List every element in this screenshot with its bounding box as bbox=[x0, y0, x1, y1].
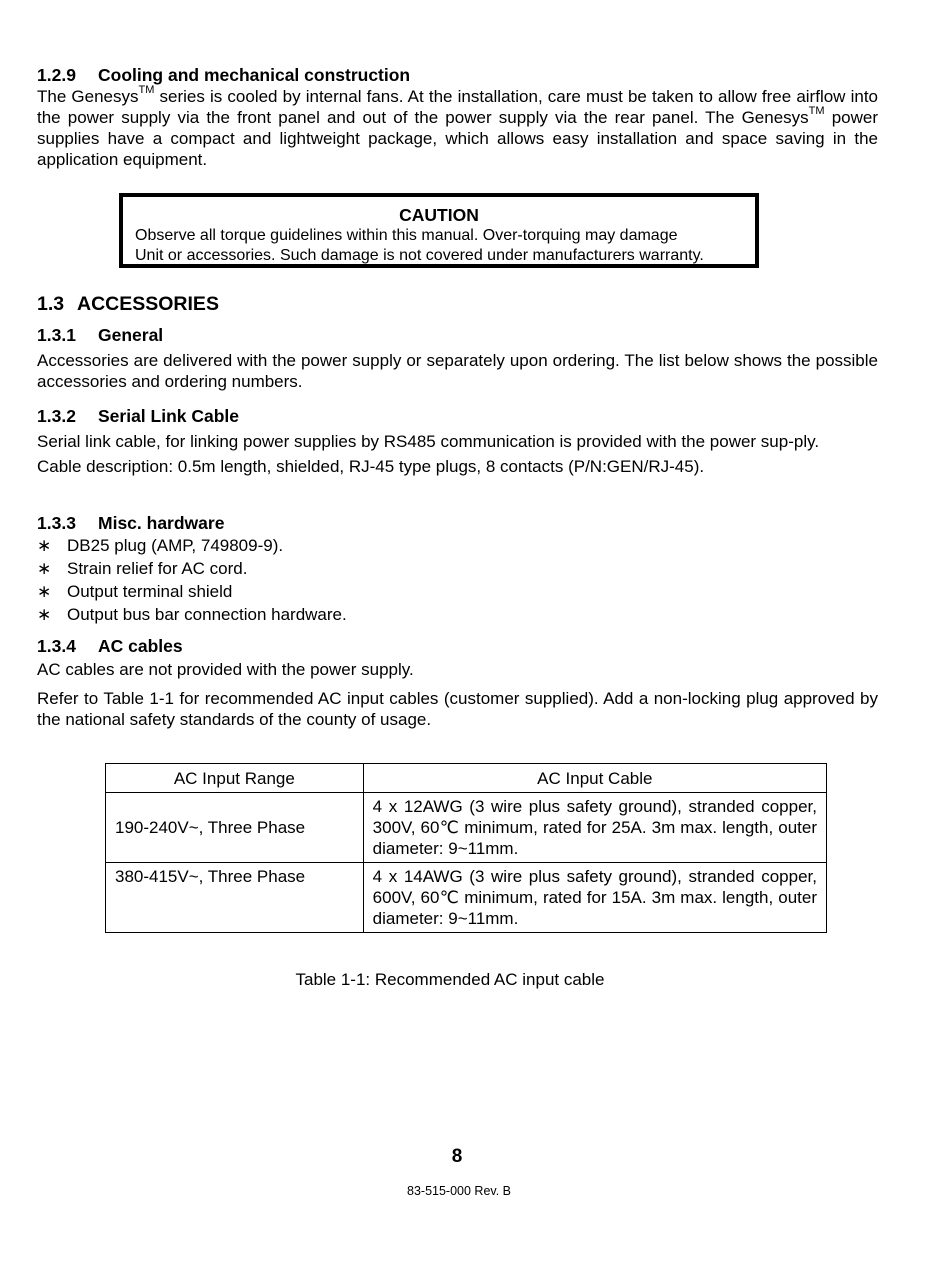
ac-cables-paragraph: AC cables are not provided with the power supply. bbox=[37, 660, 414, 679]
text-fragment: power supplies have a compact and lightweight package, which allows easy installation and space saving in the application equipment. bbox=[37, 108, 878, 169]
document-reference: 83-515-000 Rev. B bbox=[407, 1184, 511, 1198]
section-1-3-1 bbox=[37, 324, 878, 392]
page-number: 8 bbox=[451, 1146, 463, 1167]
caution-line-1: Observe all torque guidelines within this manual. Over-torquing may damage bbox=[135, 227, 678, 244]
caution-line-2: Unit or accessories. Such damage is not covered under manufacturers warranty. bbox=[135, 247, 704, 264]
cooling-paragraph bbox=[37, 86, 878, 170]
cell-range: 190-240V~, Three Phase bbox=[106, 793, 364, 863]
section-1-3-2 bbox=[37, 405, 878, 477]
bullet-star: ∗ bbox=[37, 605, 52, 624]
cell-cable: 4 x 12AWG (3 wire plus safety ground), stranded copper, 300V, 60℃ minimum, rated for 25A. 3m max. length, outer diameter: 9~11mm. bbox=[363, 793, 826, 863]
cable-description-paragraph: Cable description: 0.5m length, shielded, RJ-45 type plugs, 8 contacts (P/N:GEN/RJ-45). bbox=[37, 457, 705, 476]
list-item-text: DB25 plug (AMP, 749809-9). bbox=[67, 536, 284, 555]
cell-cable: 4 x 14AWG (3 wire plus safety ground), stranded copper, 600V, 60℃ minimum, rated for 15A. 3m max. length, outer diameter: 9~11mm. bbox=[363, 863, 826, 933]
general-paragraph: Accessories are delivered with the power supply or separately upon ordering. The list below shows the possible accessories and ordering numbers. bbox=[37, 351, 878, 391]
section-1-3-4 bbox=[37, 635, 878, 730]
list-item bbox=[37, 557, 878, 580]
heading-title: Serial Link Cable bbox=[98, 406, 240, 426]
heading-number: 1.3.4 bbox=[37, 636, 76, 656]
heading-1-3 bbox=[37, 292, 219, 316]
trademark-mark: TM bbox=[138, 84, 155, 97]
heading-1-3-4 bbox=[37, 635, 878, 657]
table-caption: Table 1-1: Recommended AC input cable bbox=[295, 970, 605, 989]
section-1-3-3 bbox=[37, 512, 878, 626]
trademark-mark: TM bbox=[808, 105, 825, 118]
list-item-text: Output bus bar connection hardware. bbox=[67, 605, 347, 624]
table-header-row bbox=[106, 764, 827, 793]
table-row bbox=[106, 793, 827, 863]
heading-number: 1.3.2 bbox=[37, 406, 76, 426]
heading-1-3-2 bbox=[37, 405, 878, 427]
section-1-2-9 bbox=[37, 64, 878, 170]
heading-number: 1.2.9 bbox=[37, 65, 76, 85]
list-item bbox=[37, 534, 878, 557]
heading-title: Misc. hardware bbox=[98, 513, 225, 533]
column-header-range: AC Input Range bbox=[106, 764, 364, 793]
bullet-star: ∗ bbox=[37, 559, 52, 578]
text-fragment: The Genesys bbox=[37, 87, 139, 106]
hardware-list bbox=[37, 534, 878, 626]
refer-table-paragraph: Refer to Table 1-1 for recommended AC input cables (customer supplied). Add a non-locking plug approved by the national safety standards of the county of usage. bbox=[37, 689, 878, 729]
ac-input-cable-table bbox=[105, 763, 827, 933]
serial-link-paragraph: Serial link cable, for linking power supplies by RS485 communication is provided with the power sup-ply. bbox=[37, 432, 820, 451]
heading-title: ACCESSORIES bbox=[77, 293, 219, 315]
caution-box bbox=[119, 193, 759, 268]
heading-number: 1.3.3 bbox=[37, 513, 76, 533]
heading-1-3-3 bbox=[37, 512, 878, 534]
heading-number: 1.3 bbox=[37, 293, 65, 315]
caution-title: CAUTION bbox=[399, 205, 479, 225]
heading-1-2-9 bbox=[37, 64, 878, 86]
list-item-text: Output terminal shield bbox=[67, 582, 233, 601]
heading-1-3-1 bbox=[37, 324, 878, 346]
list-item-text: Strain relief for AC cord. bbox=[67, 559, 248, 578]
list-item bbox=[37, 580, 878, 603]
cell-range: 380-415V~, Three Phase bbox=[106, 863, 364, 933]
list-item bbox=[37, 603, 878, 626]
text-fragment: series is cooled by internal fans. At the installation, care must be taken to allow free airflow into the power supply via the front panel and out of the power supply via the rear panel. The Genesys bbox=[37, 87, 878, 127]
bullet-star: ∗ bbox=[37, 536, 52, 555]
bullet-star: ∗ bbox=[37, 582, 52, 601]
heading-number: 1.3.1 bbox=[37, 325, 76, 345]
column-header-cable: AC Input Cable bbox=[363, 764, 826, 793]
heading-title: Cooling and mechanical construction bbox=[98, 65, 411, 85]
heading-title: General bbox=[98, 325, 164, 345]
heading-title: AC cables bbox=[98, 636, 183, 656]
table-row bbox=[106, 863, 827, 933]
